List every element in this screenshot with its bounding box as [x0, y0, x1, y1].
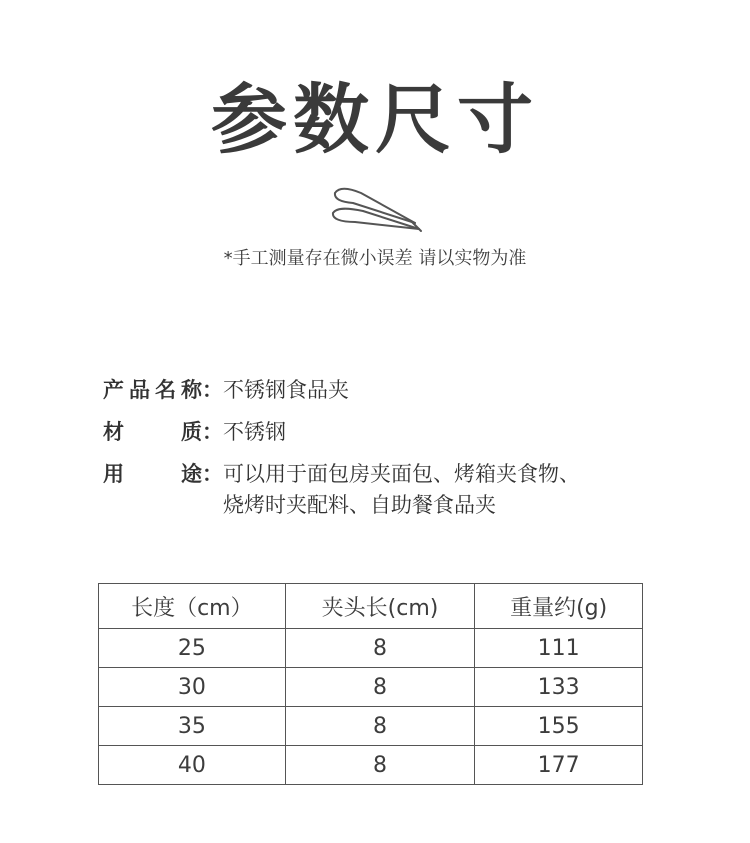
table-row	[99, 707, 643, 746]
table-cell: 40	[99, 746, 286, 785]
page-title: 参数尺寸	[211, 75, 539, 164]
header-weight: 重量约(g)	[475, 584, 643, 629]
table-row	[99, 668, 643, 707]
info-label: 材 质 ：	[103, 420, 223, 444]
table-cell: 35	[99, 707, 286, 746]
table-row	[99, 746, 643, 785]
header-head-length: 夹头长(cm)	[285, 584, 475, 629]
info-value: 不锈钢食品夹	[223, 378, 349, 402]
info-row-material	[103, 417, 663, 447]
info-value: 不锈钢	[223, 420, 286, 444]
header-length: 长度（cm）	[99, 584, 286, 629]
table-cell: 8	[285, 746, 475, 785]
table-cell: 133	[475, 668, 643, 707]
table-cell: 8	[285, 668, 475, 707]
table-row	[99, 629, 643, 668]
info-row-usage	[103, 459, 663, 521]
info-label: 用 途 ：	[103, 462, 223, 486]
table-cell: 177	[475, 746, 643, 785]
table-cell: 8	[285, 707, 475, 746]
table-cell: 111	[475, 629, 643, 668]
product-info	[103, 375, 663, 533]
table-cell: 30	[99, 668, 286, 707]
spec-table	[98, 583, 643, 785]
tongs-icon	[327, 183, 427, 239]
info-value: 可以用于面包房夹面包、烤箱夹食物、 烧烤时夹配料、自助餐食品夹	[223, 462, 580, 517]
info-label: 产 品 名 称 ：	[103, 378, 223, 402]
table-cell: 25	[99, 629, 286, 668]
measurement-note: *手工测量存在微小误差 请以实物为准	[223, 248, 527, 269]
info-row-name	[103, 375, 663, 405]
table-cell: 8	[285, 629, 475, 668]
table-cell: 155	[475, 707, 643, 746]
table-header-row	[99, 584, 643, 629]
